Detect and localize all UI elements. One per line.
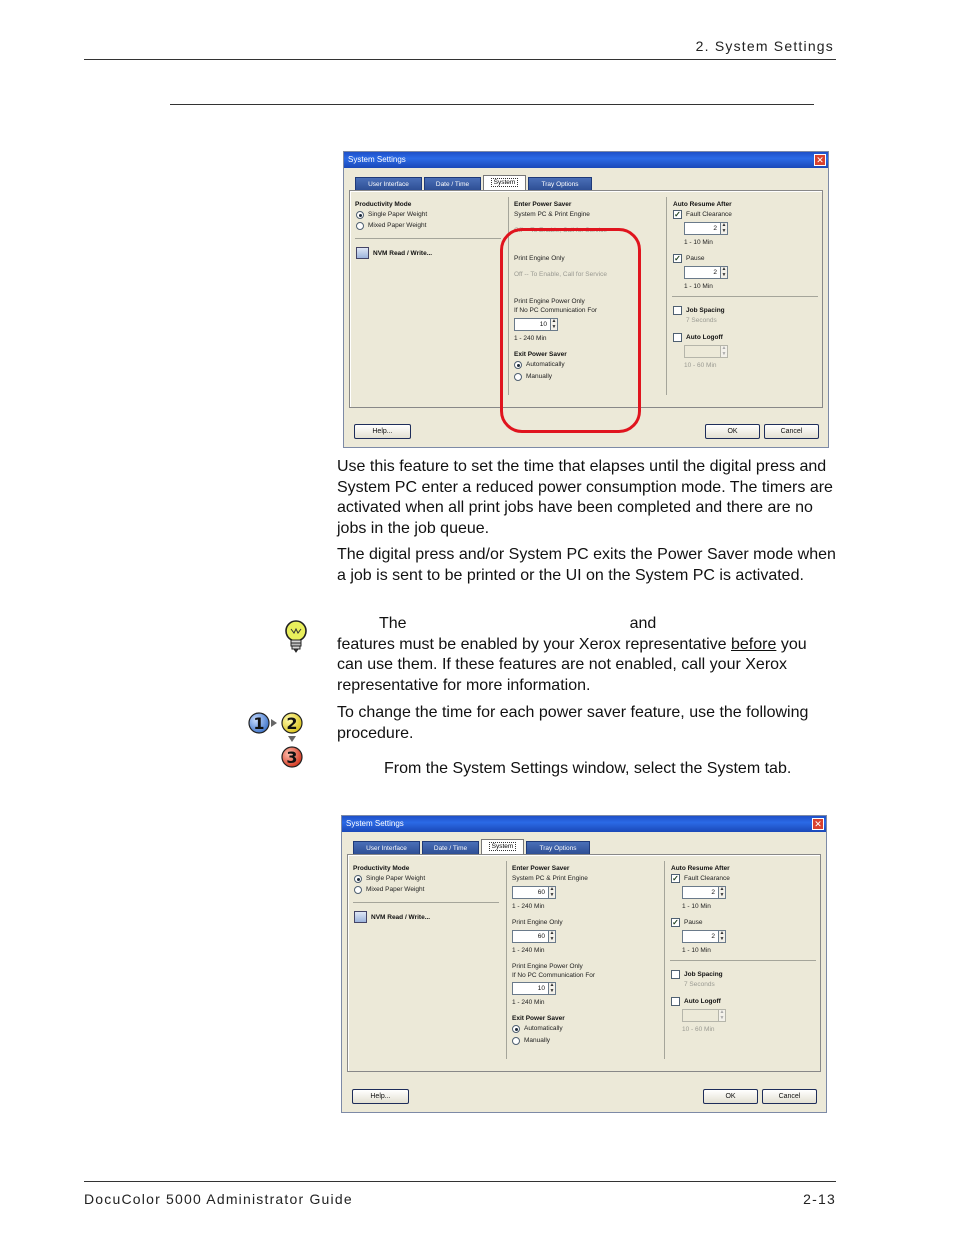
dialog-title-bar [344, 152, 828, 168]
print-engine-power-only-label: Print Engine Power Only [514, 298, 585, 305]
auto-logoff-checkbox[interactable] [671, 997, 680, 1006]
tab-tray-options[interactable]: Tray Options [528, 177, 592, 190]
spinner-arrows-icon[interactable]: ▲ ▼ [719, 886, 725, 898]
auto-logoff-label: Auto Logoff [684, 998, 721, 1005]
exit-manually-label: Manually [526, 373, 553, 380]
header-rule [84, 59, 836, 60]
range-10-label: 1 - 10 Min [684, 239, 713, 246]
svg-text:2: 2 [286, 714, 298, 733]
exit-automatically-label: Automatically [526, 361, 565, 368]
fault-clearance-spinner[interactable]: 2 [684, 222, 722, 235]
tab-tray-options[interactable]: Tray Options [526, 841, 590, 854]
tab-date-time[interactable]: Date / Time [422, 841, 479, 854]
column-divider-horizontal [353, 902, 499, 903]
range-240-label: 1 - 240 Min [512, 903, 545, 910]
tab-user-interface[interactable]: User Interface [353, 841, 420, 854]
tab-system-label: System [489, 842, 517, 851]
spinner-arrows-icon[interactable]: ▲ ▼ [721, 266, 727, 278]
system-settings-dialog [341, 815, 827, 1113]
nvm-read-write-link[interactable]: NVM Read / Write... [371, 914, 431, 921]
tip-word-and: and [629, 615, 657, 632]
tip-line-1 [337, 614, 837, 635]
single-paper-weight-label: Single Paper Weight [366, 875, 426, 882]
auto-logoff-label: Auto Logoff [686, 334, 723, 341]
dialog-title: System Settings [348, 155, 406, 164]
tab-user-interface[interactable]: User Interface [355, 177, 422, 190]
settings-panel [347, 854, 821, 1072]
job-spacing-checkbox[interactable] [671, 970, 680, 979]
ok-button[interactable]: OK [705, 424, 760, 439]
pause-label: Pause [684, 919, 703, 926]
exit-automatically-label: Automatically [524, 1025, 563, 1032]
column-divider-horizontal [355, 238, 501, 239]
svg-text:3: 3 [286, 748, 298, 767]
auto-logoff-spinner[interactable] [682, 1009, 720, 1022]
cancel-button[interactable]: Cancel [762, 1089, 817, 1104]
footer-guide-title: DocuColor 5000 Administrator Guide [84, 1191, 353, 1207]
column-divider-horizontal [670, 960, 816, 961]
mixed-paper-weight-radio[interactable] [356, 222, 364, 230]
productivity-mode-label: Productivity Mode [355, 201, 412, 208]
productivity-mode-label: Productivity Mode [353, 865, 410, 872]
tip-rest: can use them. If these features are not enabled, call your Xerox representative for more information. [337, 656, 788, 694]
range-240-label: 1 - 240 Min [514, 335, 547, 342]
system-pc-print-engine-label: System PC & Print Engine [512, 875, 588, 882]
pause-checkbox[interactable]: ✓ [674, 254, 681, 263]
fault-clearance-spinner[interactable]: 2 [682, 886, 720, 899]
running-header: 2. System Settings [695, 38, 834, 54]
spinner-arrows-icon[interactable]: ▲ ▼ [549, 982, 555, 994]
pc-communication-spinner[interactable]: 10 [514, 318, 552, 331]
fault-clearance-checkbox[interactable]: ✓ [672, 874, 679, 883]
pause-spinner[interactable]: 2 [682, 930, 720, 943]
mixed-paper-weight-radio[interactable] [354, 886, 362, 894]
procedure-intro: To change the time for each power saver feature, use the following procedure. [337, 704, 809, 742]
tab-system[interactable] [481, 839, 524, 854]
tab-system[interactable] [483, 175, 526, 190]
fault-clearance-label: Fault Clearance [684, 875, 730, 882]
print-engine-only-label: Print Engine Only [514, 255, 565, 262]
auto-logoff-checkbox[interactable] [673, 333, 682, 342]
off-notice-2: Off -- To Enable, Call for Service [514, 271, 607, 278]
column-divider-horizontal [672, 296, 818, 297]
power-saver-highlight [500, 228, 641, 433]
dialog-title: System Settings [346, 819, 404, 828]
auto-resume-after-label: Auto Resume After [671, 865, 730, 872]
job-spacing-checkbox[interactable] [673, 306, 682, 315]
exit-manually-radio[interactable] [512, 1037, 520, 1045]
mixed-paper-weight-label: Mixed Paper Weight [366, 886, 425, 893]
footer-page-number: 2-13 [803, 1191, 836, 1207]
exit-power-saver-label: Exit Power Saver [512, 1015, 565, 1022]
range-10-label: 1 - 10 Min [682, 903, 711, 910]
single-paper-weight-radio[interactable] [356, 211, 364, 219]
range-240-label: 1 - 240 Min [512, 947, 545, 954]
paragraph-power-saver-intro: Use this feature to set the time that elapses until the digital press and System PC enter a reduced power consumption mode. The timers are activated when all print jobs have been completed and there are no jobs in the job queue. [337, 458, 833, 537]
cancel-button[interactable]: Cancel [764, 424, 819, 439]
svg-text:1: 1 [253, 714, 265, 733]
section-rule [170, 104, 814, 105]
mixed-paper-weight-label: Mixed Paper Weight [368, 222, 427, 229]
fault-clearance-checkbox[interactable]: ✓ [674, 210, 681, 219]
range-60-label: 10 - 60 Min [682, 1026, 715, 1033]
pause-checkbox[interactable]: ✓ [672, 918, 679, 927]
help-button[interactable]: Help... [352, 1089, 409, 1104]
single-paper-weight-radio[interactable] [354, 875, 362, 883]
range-60-label: 10 - 60 Min [684, 362, 717, 369]
single-paper-weight-label: Single Paper Weight [368, 211, 428, 218]
print-engine-only-spinner[interactable]: 60 [512, 930, 550, 943]
paragraph-exit-power-saver: The digital press and/or System PC exits the Power Saver mode when a job is sent to be printed or the UI on the System PC is activated. [337, 546, 836, 584]
pc-communication-spinner[interactable]: 10 [512, 982, 550, 995]
if-no-pc-communication-label: If No PC Communication For [512, 972, 596, 979]
fault-clearance-label: Fault Clearance [686, 211, 732, 218]
column-divider-2 [666, 197, 667, 395]
close-icon[interactable]: ✕ [812, 818, 824, 830]
spinner-arrows-icon[interactable]: ▲ ▼ [549, 930, 555, 942]
tab-date-time[interactable]: Date / Time [424, 177, 481, 190]
nvm-icon[interactable] [354, 911, 367, 923]
tip-line-2-pre: features must be enabled by your Xerox representative [337, 635, 731, 653]
help-button[interactable]: Help... [354, 424, 411, 439]
pause-label: Pause [686, 255, 705, 262]
ok-button[interactable]: OK [703, 1089, 758, 1104]
nvm-read-write-link[interactable]: NVM Read / Write... [373, 250, 433, 257]
step-1: From the System Settings window, select the System tab. [384, 760, 792, 777]
column-divider-1 [506, 861, 507, 1059]
print-engine-only-label: Print Engine Only [512, 919, 563, 926]
range-10-label: 1 - 10 Min [682, 947, 711, 954]
seven-seconds-label: 7 Seconds [686, 317, 717, 324]
job-spacing-label: Job Spacing [684, 971, 723, 978]
exit-power-saver-label: Exit Power Saver [514, 351, 567, 358]
tip-before: before [731, 635, 777, 653]
enter-power-saver-label: Enter Power Saver [512, 865, 570, 872]
system-pc-print-engine-label: System PC & Print Engine [514, 211, 590, 218]
tip-line-2-post: you [776, 635, 807, 653]
tip-word-the: The [379, 615, 407, 632]
close-icon[interactable]: ✕ [814, 154, 826, 166]
range-10-label: 1 - 10 Min [684, 283, 713, 290]
spinner-arrows-icon[interactable]: ▲ ▼ [721, 345, 727, 357]
system-settings-dialog-highlighted [343, 151, 829, 448]
spinner-arrows-icon[interactable]: ▲ ▼ [551, 318, 557, 330]
column-divider-2 [664, 861, 665, 1059]
seven-seconds-label: 7 Seconds [684, 981, 715, 988]
auto-logoff-spinner[interactable] [684, 345, 722, 358]
settings-panel [349, 190, 823, 408]
if-no-pc-communication-label: If No PC Communication For [514, 307, 598, 314]
off-notice-1: Off -- To Enable, Call for Service [514, 227, 607, 234]
enter-power-saver-label: Enter Power Saver [514, 201, 572, 208]
auto-resume-after-label: Auto Resume After [673, 201, 732, 208]
footer-rule [84, 1181, 836, 1182]
tip-line-2 [337, 635, 837, 656]
system-pc-print-engine-spinner[interactable]: 60 [512, 886, 550, 899]
exit-automatically-radio[interactable] [512, 1025, 520, 1033]
tip-paragraph [337, 614, 837, 696]
spinner-arrows-icon[interactable]: ▲ ▼ [549, 886, 555, 898]
job-spacing-label: Job Spacing [686, 307, 725, 314]
spinner-arrows-icon[interactable]: ▲ ▼ [719, 1009, 725, 1021]
nvm-icon[interactable] [356, 247, 369, 259]
steps-123-icon [247, 709, 307, 771]
exit-manually-label: Manually [524, 1037, 551, 1044]
spinner-arrows-icon[interactable]: ▲ ▼ [721, 222, 727, 234]
range-240-label: 1 - 240 Min [512, 999, 545, 1006]
spinner-arrows-icon[interactable]: ▲ ▼ [719, 930, 725, 942]
lightbulb-icon [283, 620, 309, 654]
print-engine-power-only-label: Print Engine Power Only [512, 963, 583, 970]
pause-spinner[interactable]: 2 [684, 266, 722, 279]
dialog-title-bar [342, 816, 826, 832]
tab-system-label: System [491, 178, 519, 187]
